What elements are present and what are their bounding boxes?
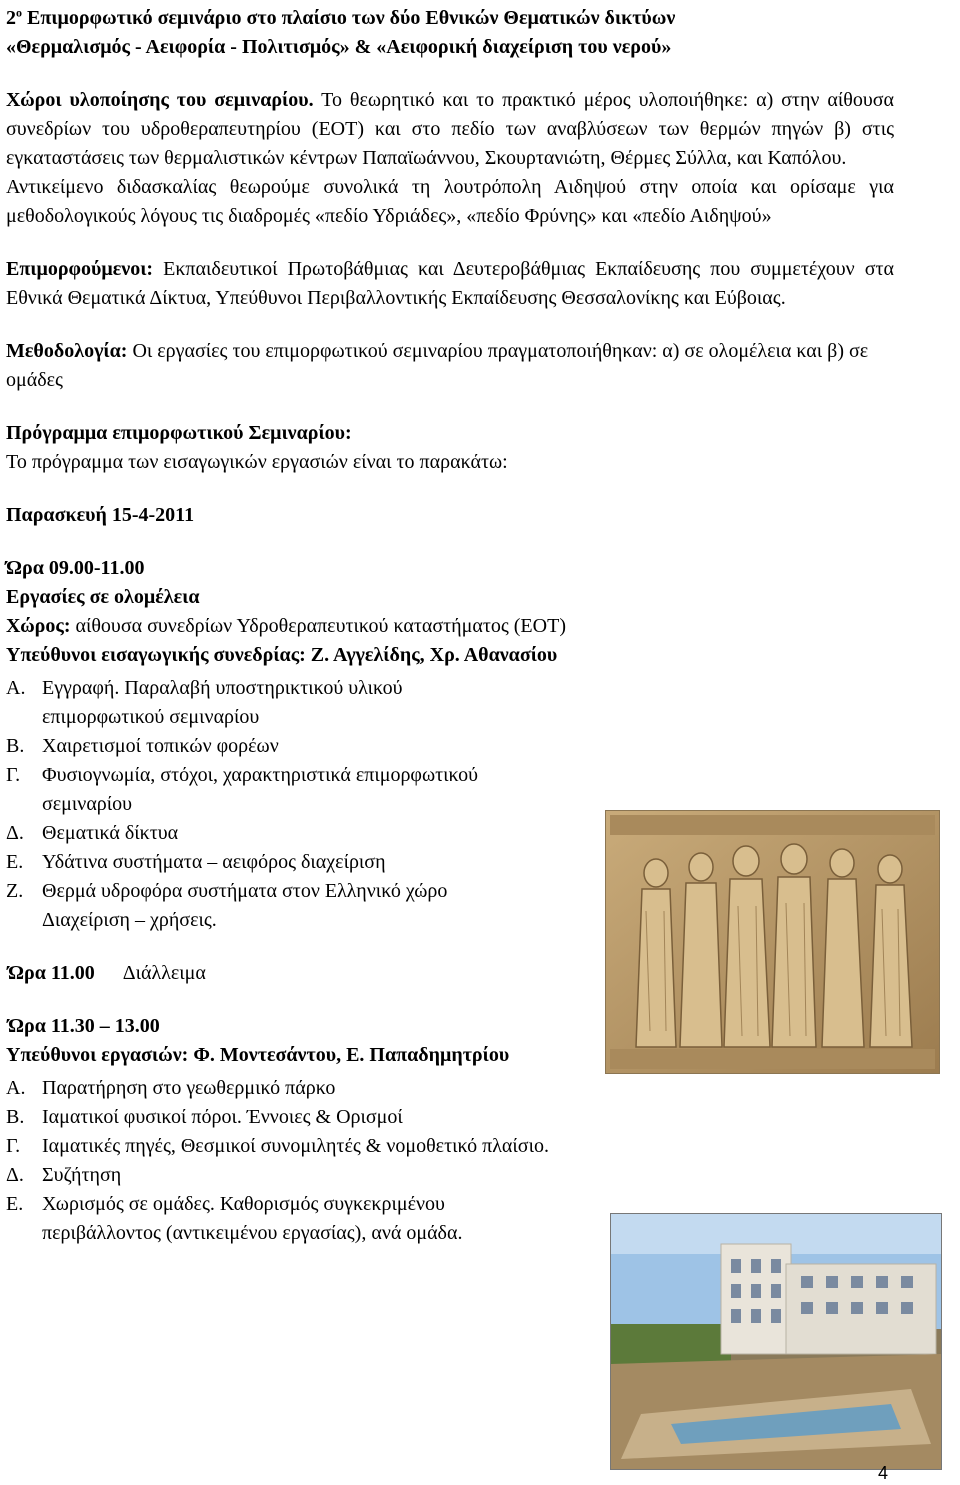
session2-list xyxy=(6,1074,566,1248)
program-date: Παρασκευή 15-4-2011 xyxy=(6,504,195,526)
program-heading: Πρόγραμμα επιμορφωτικού Σεμιναρίου: xyxy=(6,422,352,444)
session1-list xyxy=(6,674,526,935)
list-item: Δ. Θεματικά δίκτυα xyxy=(6,822,179,844)
list-item: Α. Παρατήρηση στο γεωθερμικό πάρκο xyxy=(6,1077,336,1099)
session1-place: Χώρος: αίθουσα συνεδρίων Υδροθεραπευτικού καταστήματος (ΕΟΤ) xyxy=(6,615,566,637)
list-item: Ζ. Θερμά υδροφόρα συστήματα στον Ελληνικό χώρο Διαχείριση – χρήσεις. xyxy=(6,880,448,931)
session1-responsible: Υπεύθυνοι εισαγωγικής συνεδρίας: Ζ. Αγγελίδης, Χρ. Αθανασίου xyxy=(6,644,558,666)
page-title: $2^o$ Επιμορφωτικό σεμινάριο στο πλαίσιο των δύο Εθνικών Θεματικών δικτύων xyxy=(6,5,676,29)
list-item: Α. Εγγραφή. Παραλαβή υποστηρικτικού υλικού επιμορφωτικού σεμιναρίου xyxy=(6,677,403,728)
places-paragraph: Χώροι υλοποίησης του σεμιναρίου. Το θεωρητικό και το πρακτικό μέρος υλοποιήθηκε: α) στην αίθουσα συνεδρίων του υδροθεραπευτηρίου (ΕΟΤ) και στο πεδίο των αναβλύσεων των θερμών πηγών β) στις εγκαταστάσεις των θερμαλιστικών κέντρων Παπαϊωάννου, Σκουρτανιώτη, Θέρμες Σύλλα, και Καπόλου. xyxy=(6,89,894,169)
page-number: 4 xyxy=(878,1463,889,1483)
relief-drawing xyxy=(606,811,939,1073)
session1-time: Ώρα 09.00-11.00 xyxy=(6,557,145,579)
page-title-line2: «Θερμαλισμός - Αειφορία - Πολιτισμός» & «Αειφορική διαχείριση του νερού» xyxy=(6,36,672,58)
list-item: Ε. Χωρισμός σε ομάδες. Καθορισμός συγκεκριμένου περιβάλλοντος (αντικειμένου εργασίας), ανά ομάδα. xyxy=(6,1193,463,1244)
session1-heading: Εργασίες σε ολομέλεια xyxy=(6,586,200,608)
program-intro: Το πρόγραμμα των εισαγωγικών εργασιών είναι το παρακάτω: xyxy=(6,451,508,473)
methodology-paragraph: Μεθοδολογία: Οι εργασίες του επιμορφωτικού σεμιναρίου πραγματοποιήθηκαν: α) σε ολομέλεια και β) σε ομάδες xyxy=(6,340,869,391)
list-item: Γ. Ιαματικές πηγές, Θεσμικοί συνομιλητές & νομοθετικό πλαίσιο. xyxy=(6,1135,549,1157)
relief-sculpture-image xyxy=(605,810,940,1074)
session2-time: Ώρα 11.30 – 13.00 xyxy=(8,1015,160,1037)
break-row: Ώρα 11.00 Διάλλειμα xyxy=(8,962,206,984)
list-item: Δ. Συζήτηση xyxy=(6,1164,122,1186)
list-item: Β. Χαιρετισμοί τοπικών φορέων xyxy=(6,735,279,757)
session2-responsible: Υπεύθυνοι εργασιών: Φ. Μοντεσάντου, Ε. Παπαδημητρίου xyxy=(6,1044,510,1066)
spa-building-photo xyxy=(610,1213,942,1470)
list-item: Γ. Φυσιογνωμία, στόχοι, χαρακτηριστικά επιμορφωτικού σεμιναρίου xyxy=(6,764,479,815)
object-paragraph: Αντικείμενο διδασκαλίας θεωρούμε συνολικά τη λουτρόπολη Αιδηψού στην οποία και ορίσαμε για μεθοδολογικούς λόγους τις διαδρομές «πεδίο Υδριάδες», «πεδίο Φρύνης» και «πεδίο Αιδηψού» xyxy=(6,176,894,227)
trainees-paragraph: Επιμορφούμενοι: Εκπαιδευτικοί Πρωτοβάθμιας και Δευτεροβάθμιας Εκπαίδευσης που συμμετέχουν στα Εθνικά Θεματικά Δίκτυα, Υπεύθυνοι Περιβαλλοντικής Εκπαίδευσης Θεσσαλονίκης και Εύβοιας. xyxy=(6,258,894,309)
list-item: Ε. Υδάτινα συστήματα – αειφόρος διαχείριση xyxy=(6,851,386,873)
list-item: Β. Ιαματικοί φυσικοί πόροι. Έννοιες & Ορισμοί xyxy=(6,1106,403,1128)
building-drawing xyxy=(611,1214,941,1469)
